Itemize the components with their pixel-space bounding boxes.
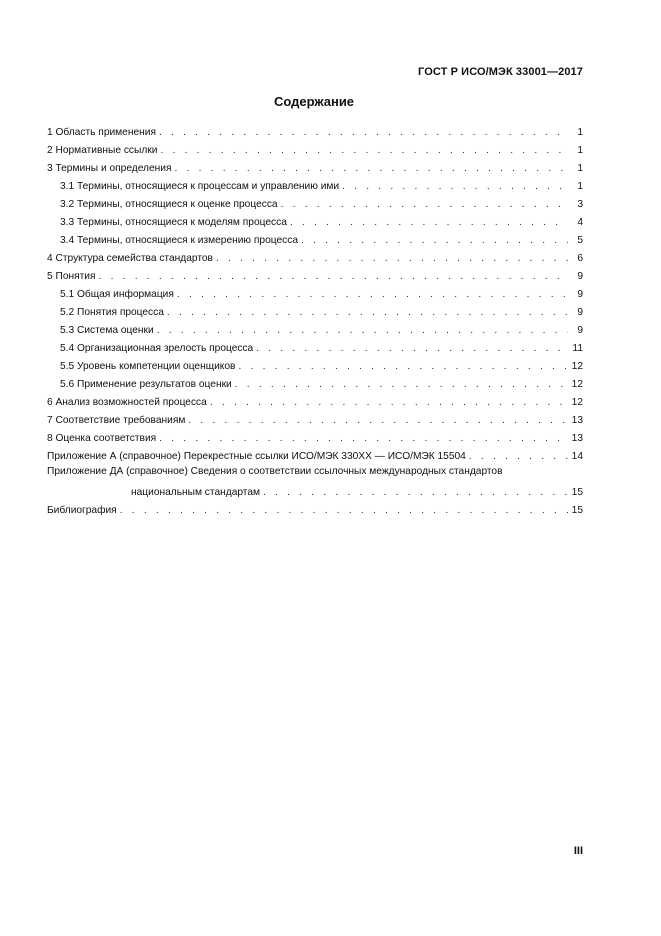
table-of-contents bbox=[47, 121, 583, 517]
dot-leader bbox=[216, 252, 568, 265]
dot-leader bbox=[210, 396, 568, 409]
dot-leader bbox=[159, 432, 568, 445]
toc-entry-label: 8 Оценка соответствия bbox=[47, 433, 157, 444]
dot-leader bbox=[281, 198, 568, 211]
toc-entry-page: 1 bbox=[577, 127, 583, 138]
toc-entry-page: 9 bbox=[577, 271, 583, 282]
toc-entry-page: 6 bbox=[577, 253, 583, 264]
dot-leader bbox=[263, 486, 568, 499]
dot-leader bbox=[301, 234, 568, 247]
toc-entry-page: 9 bbox=[577, 307, 583, 318]
toc-entry-page: 14 bbox=[571, 451, 583, 462]
toc-entry-label: 5.4 Организационная зрелость процесса bbox=[60, 343, 254, 354]
toc-entry-label: 5.3 Система оценки bbox=[60, 325, 154, 336]
toc-entry-label: 3.3 Термины, относящиеся к моделям процесса bbox=[60, 217, 287, 228]
toc-entry-label: Библиография bbox=[47, 505, 117, 516]
toc-entry[interactable] bbox=[47, 247, 583, 265]
dot-leader bbox=[160, 144, 568, 157]
toc-entry-page: 9 bbox=[577, 289, 583, 300]
dot-leader bbox=[99, 270, 568, 283]
dot-leader bbox=[177, 288, 568, 301]
toc-entry-label: 3.4 Термины, относящиеся к измерению процесса bbox=[60, 235, 298, 246]
toc-entry-page: 12 bbox=[571, 397, 583, 408]
toc-entry-label: 1 Область применения bbox=[47, 127, 156, 138]
toc-entry-label: 7 Соответствие требованиям bbox=[47, 415, 186, 426]
toc-entry-page: 1 bbox=[577, 181, 583, 192]
toc-entry-page: 13 bbox=[571, 433, 583, 444]
toc-entry[interactable] bbox=[47, 427, 583, 445]
toc-entry-label: национальным стандартам bbox=[131, 487, 261, 498]
toc-entry[interactable] bbox=[47, 337, 583, 355]
toc-entry[interactable] bbox=[47, 409, 583, 427]
dot-leader bbox=[120, 504, 568, 517]
toc-entry-label: 2 Нормативные ссылки bbox=[47, 145, 158, 156]
toc-entry-page: 1 bbox=[577, 163, 583, 174]
toc-entry-label: Приложение А (справочное) Перекрестные ссылки ИСО/МЭК 330XX — ИСО/МЭК 15504 bbox=[47, 451, 466, 462]
dot-leader bbox=[290, 216, 568, 229]
dot-leader bbox=[188, 414, 568, 427]
toc-entry[interactable] bbox=[47, 211, 583, 229]
dot-leader bbox=[167, 306, 568, 319]
toc-entry-bibliography[interactable] bbox=[47, 499, 583, 517]
toc-entry-page: 1 bbox=[577, 145, 583, 156]
toc-entry[interactable] bbox=[47, 301, 583, 319]
toc-entry-label: 5 Понятия bbox=[47, 271, 96, 282]
toc-entry-label: 5.1 Общая информация bbox=[60, 289, 174, 300]
toc-entry[interactable] bbox=[47, 355, 583, 373]
toc-entry[interactable] bbox=[47, 121, 583, 139]
toc-entry-page: 15 bbox=[571, 505, 583, 516]
toc-entry[interactable] bbox=[47, 445, 583, 463]
toc-entry-label: 5.5 Уровень компетенции оценщиков bbox=[60, 361, 236, 372]
toc-entries bbox=[47, 121, 583, 463]
toc-entry-page: 15 bbox=[571, 487, 583, 498]
toc-entry[interactable] bbox=[47, 139, 583, 157]
page-number: III bbox=[573, 845, 583, 857]
toc-entry-label: 6 Анализ возможностей процесса bbox=[47, 397, 207, 408]
toc-entry-label: 3.2 Термины, относящиеся к оценке процесса bbox=[60, 199, 278, 210]
dot-leader bbox=[235, 378, 568, 391]
toc-entry-page: 3 bbox=[577, 199, 583, 210]
toc-entry[interactable] bbox=[47, 283, 583, 301]
toc-entry-label: Приложение ДА (справочное) Сведения о соответствии ссылочных международных стандартов bbox=[47, 466, 503, 477]
dot-leader bbox=[238, 360, 568, 373]
toc-entry[interactable] bbox=[47, 193, 583, 211]
dot-leader bbox=[342, 180, 568, 193]
toc-entry-page: 9 bbox=[577, 325, 583, 336]
dot-leader bbox=[174, 162, 568, 175]
toc-entry[interactable] bbox=[47, 229, 583, 247]
document-code: ГОСТ Р ИСО/МЭК 33001—2017 bbox=[418, 66, 583, 78]
toc-entry[interactable] bbox=[47, 265, 583, 283]
toc-entry-page: 11 bbox=[572, 343, 583, 354]
toc-entry[interactable] bbox=[47, 175, 583, 193]
toc-entry-page: 5 bbox=[577, 235, 583, 246]
toc-title: Содержание bbox=[273, 94, 355, 109]
toc-entry-continuation bbox=[47, 481, 583, 499]
toc-entry-label: 5.2 Понятия процесса bbox=[60, 307, 164, 318]
toc-entry-label: 5.6 Применение результатов оценки bbox=[60, 379, 232, 390]
toc-entry[interactable] bbox=[47, 319, 583, 337]
dot-leader bbox=[157, 324, 568, 337]
toc-entry-page: 12 bbox=[571, 379, 583, 390]
dot-leader bbox=[159, 126, 568, 139]
toc-entry-label: 4 Структура семейства стандартов bbox=[47, 253, 213, 264]
toc-entry-page: 12 bbox=[571, 361, 583, 372]
toc-entry[interactable] bbox=[47, 373, 583, 391]
toc-entry-page: 13 bbox=[571, 415, 583, 426]
toc-entry[interactable] bbox=[47, 157, 583, 175]
toc-entry-page: 4 bbox=[577, 217, 583, 228]
toc-entry-annex-da[interactable] bbox=[47, 463, 583, 499]
toc-entry-label: 3.1 Термины, относящиеся к процессам и управлению ими bbox=[60, 181, 340, 192]
dot-leader bbox=[469, 450, 568, 463]
dot-leader bbox=[256, 342, 568, 355]
toc-entry[interactable] bbox=[47, 391, 583, 409]
toc-entry-label: 3 Термины и определения bbox=[47, 163, 172, 174]
